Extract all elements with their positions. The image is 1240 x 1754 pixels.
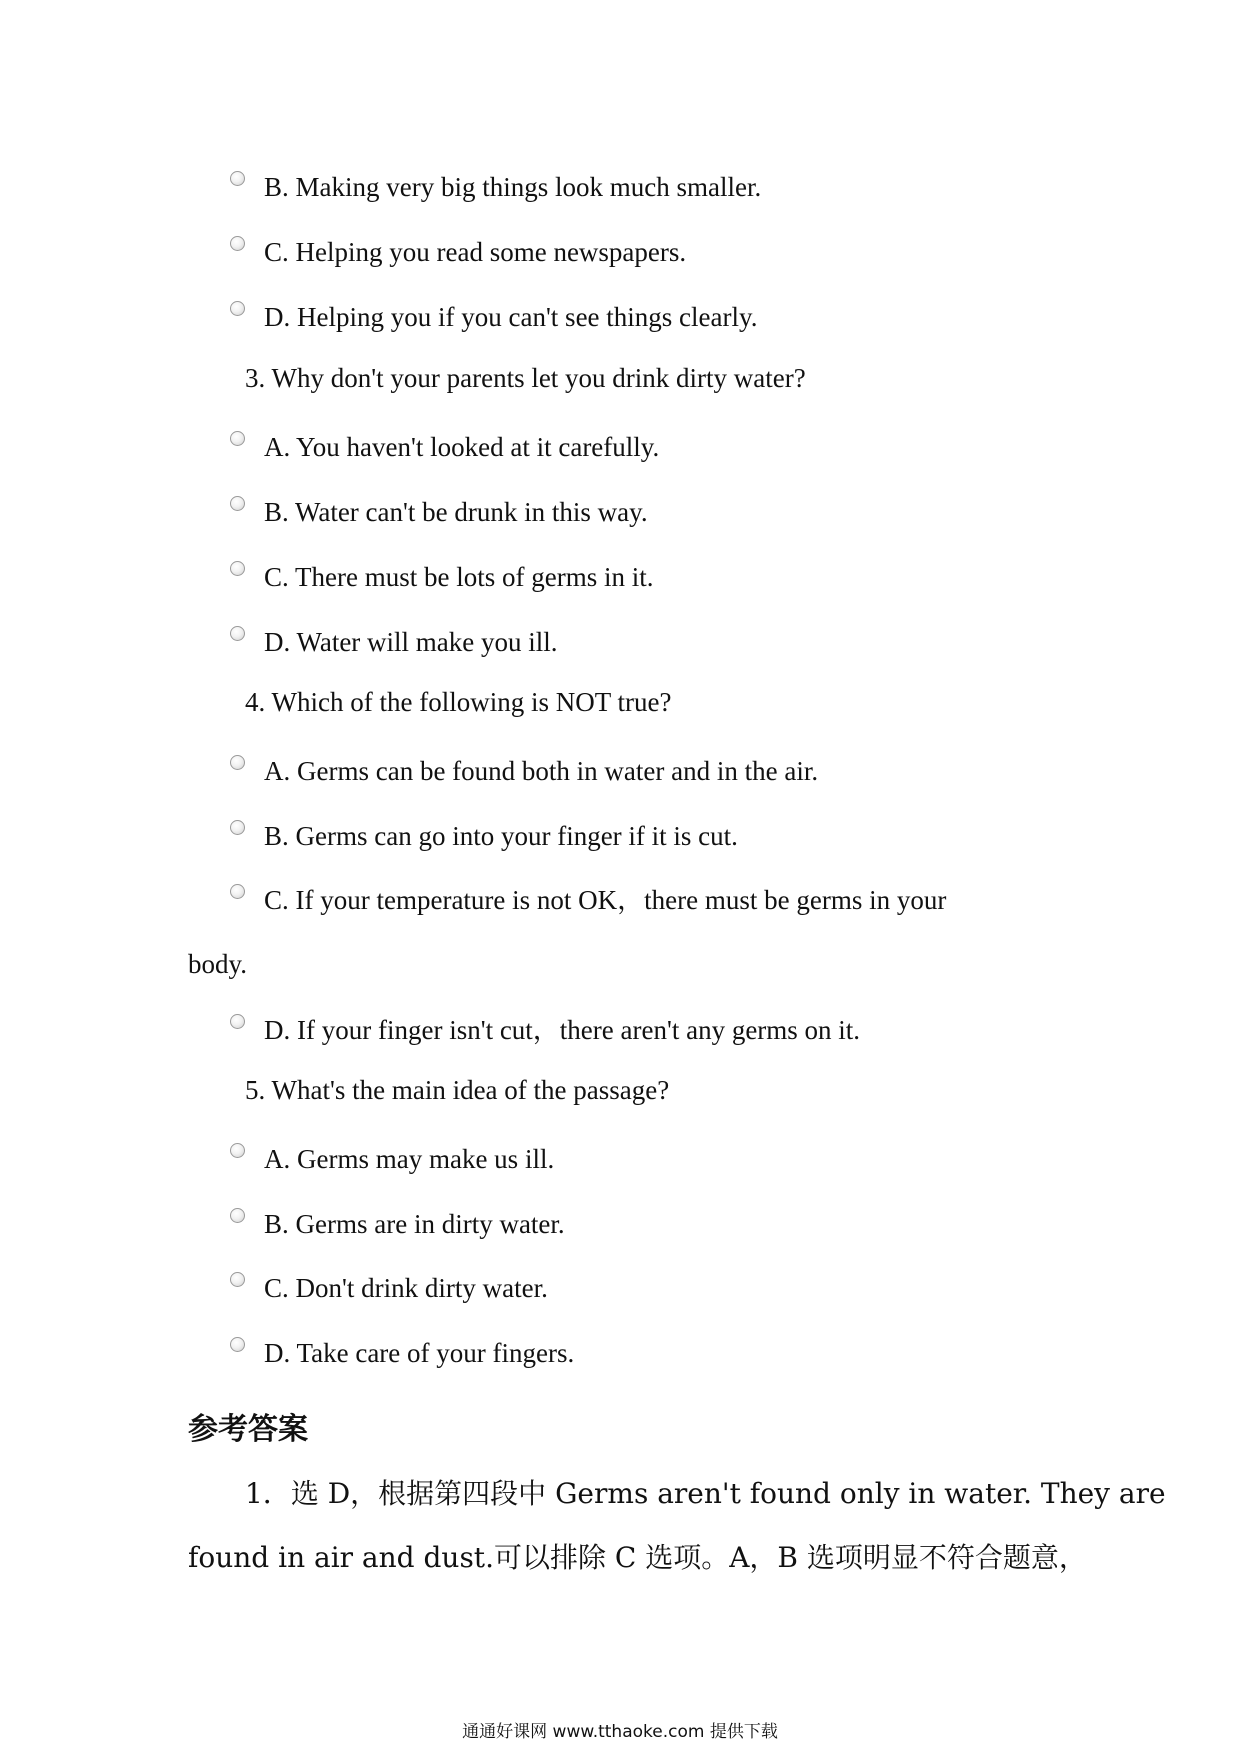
question-4-stem: 4. Which of the following is NOT true? xyxy=(245,687,672,717)
q5-option-c[interactable] xyxy=(264,1268,548,1308)
radio-icon[interactable] xyxy=(230,236,245,251)
radio-icon[interactable] xyxy=(230,1208,245,1223)
q4-option-a[interactable] xyxy=(264,751,818,791)
radio-icon[interactable] xyxy=(230,884,245,899)
option-label: D. Helping you if you can't see things clearly. xyxy=(264,302,758,332)
option-label: A. Germs may make us ill. xyxy=(264,1144,555,1174)
q3-option-d[interactable] xyxy=(264,622,558,662)
q2-option-c[interactable] xyxy=(264,232,686,272)
option-label: B. Water can't be drunk in this way. xyxy=(264,497,648,527)
q4-option-d[interactable] xyxy=(264,1010,860,1050)
option-label: C. Don't drink dirty water. xyxy=(264,1273,548,1303)
q4-option-c[interactable] xyxy=(264,880,946,920)
q3-option-b[interactable] xyxy=(264,492,648,532)
radio-icon[interactable] xyxy=(230,1272,245,1287)
page-footer: 通通好课网 www.tthaoke.com 提供下载 xyxy=(462,1722,778,1742)
radio-icon[interactable] xyxy=(230,301,245,316)
answers-heading: 参考答案 xyxy=(188,1412,308,1447)
radio-icon[interactable] xyxy=(230,561,245,576)
option-label: C. If your temperature is not OK，there must be germs in your xyxy=(264,885,947,915)
q5-option-a[interactable] xyxy=(264,1139,554,1179)
option-label: C. Helping you read some newspapers. xyxy=(264,237,687,267)
q2-option-d[interactable] xyxy=(264,297,758,337)
radio-icon[interactable] xyxy=(230,1014,245,1029)
radio-icon[interactable] xyxy=(230,171,245,186)
option-label: B. Germs are in dirty water. xyxy=(264,1209,565,1239)
radio-icon[interactable] xyxy=(230,1337,245,1352)
answer-line-2: found in air and dust.可以排除 C 选项。A，B 选项明显不符合题意， xyxy=(188,1541,1087,1574)
option-label: D. Water will make you ill. xyxy=(264,627,558,657)
q4-option-b[interactable] xyxy=(264,816,738,856)
radio-icon[interactable] xyxy=(230,431,245,446)
q3-option-c[interactable] xyxy=(264,557,653,597)
radio-icon[interactable] xyxy=(230,820,245,835)
radio-icon[interactable] xyxy=(230,1143,245,1158)
radio-icon[interactable] xyxy=(230,626,245,641)
q4-option-c-continuation: body. xyxy=(188,949,247,979)
question-5-stem: 5. What's the main idea of the passage? xyxy=(245,1075,670,1105)
option-label: C. There must be lots of germs in it. xyxy=(264,562,654,592)
option-label: D. Take care of your fingers. xyxy=(264,1338,575,1368)
option-label: B. Making very big things look much smaller. xyxy=(264,172,762,202)
option-label: B. Germs can go into your finger if it is cut. xyxy=(264,821,738,851)
q2-option-b[interactable] xyxy=(264,167,761,207)
answer-line-1: 1．选 D，根据第四段中 Germs aren't found only in water. They are xyxy=(245,1477,1166,1510)
radio-icon[interactable] xyxy=(230,496,245,511)
option-label: D. If your finger isn't cut，there aren't any germs on it. xyxy=(264,1015,861,1045)
q3-option-a[interactable] xyxy=(264,427,659,467)
q5-option-b[interactable] xyxy=(264,1204,565,1244)
option-label: A. Germs can be found both in water and in the air. xyxy=(264,756,819,786)
q5-option-d[interactable] xyxy=(264,1333,574,1373)
option-label: A. You haven't looked at it carefully. xyxy=(264,432,660,462)
question-3-stem: 3. Why don't your parents let you drink dirty water? xyxy=(245,363,806,393)
radio-icon[interactable] xyxy=(230,755,245,770)
